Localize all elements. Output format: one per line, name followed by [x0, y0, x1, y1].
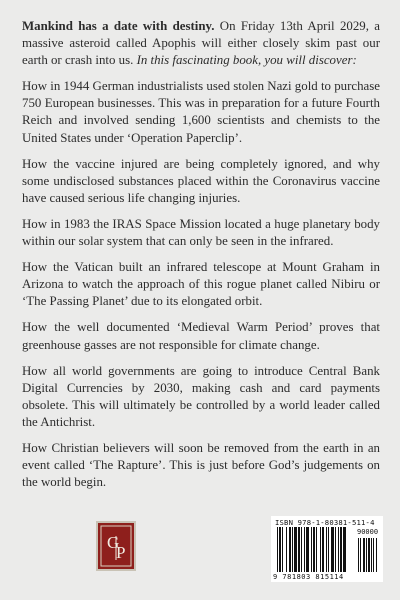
blurb — [22, 18, 380, 500]
publisher-logo-icon — [98, 523, 134, 569]
blurb-paragraph: How all world governments are going to introduce Central Bank Digital Currencies by 2030, making cash and card payments obsolete. This will ultimately be controlled by a world leader called the Antichrist. — [22, 363, 380, 429]
blurb-paragraph: How the well documented ‘Medieval Warm Period’ proves that greenhouse gasses are not responsible for climate change. — [22, 320, 380, 352]
intro-text: On Friday 13th April 2029, a massive asteroid called Apophis will either closely skim past our earth or crash into us. — [22, 19, 381, 68]
barcode-digits: 9 781803 815114 — [273, 573, 344, 581]
isbn-text: ISBN 978-1-80381-511-4 — [275, 518, 375, 527]
intro-paragraph — [22, 18, 380, 69]
svg-text:P: P — [116, 543, 126, 562]
intro-bold: Mankind has a date with destiny. — [22, 19, 215, 33]
publisher-logo — [96, 521, 136, 571]
blurb-paragraph: How in 1944 German industrialists used stolen Nazi gold to purchase 750 European businesses. This was in preparation for a future Fourth Reich and involved sending 1,600 scientists and chemists to the United States under ‘Operation Paperclip’. — [22, 79, 381, 145]
blurb-paragraph: How the Vatican built an infrared telescope at Mount Graham in Arizona to watch the approach of this rogue planet called Nibiru or ‘The Passing Planet’ due to its elongated orbit. — [22, 260, 380, 309]
svg-text:G: G — [107, 533, 120, 552]
price-code: 90000 — [357, 528, 379, 536]
intro-italic: In this fascinating book, you will discover: — [136, 53, 357, 68]
blurb-paragraph: How Christian believers will soon be removed from the earth in an event called ‘The Rapture’. This is just before God’s judgements on the world begin. — [22, 440, 380, 490]
barcode — [271, 516, 383, 582]
blurb-paragraph: How the vaccine injured are being completely ignored, and why some undisclosed substances placed within the Coronavirus vaccine have caused serious life changing injuries. — [22, 156, 380, 205]
blurb-paragraph: How in 1983 the IRAS Space Mission located a huge planetary body within our solar system that can only be seen in the infrared. — [22, 216, 380, 249]
